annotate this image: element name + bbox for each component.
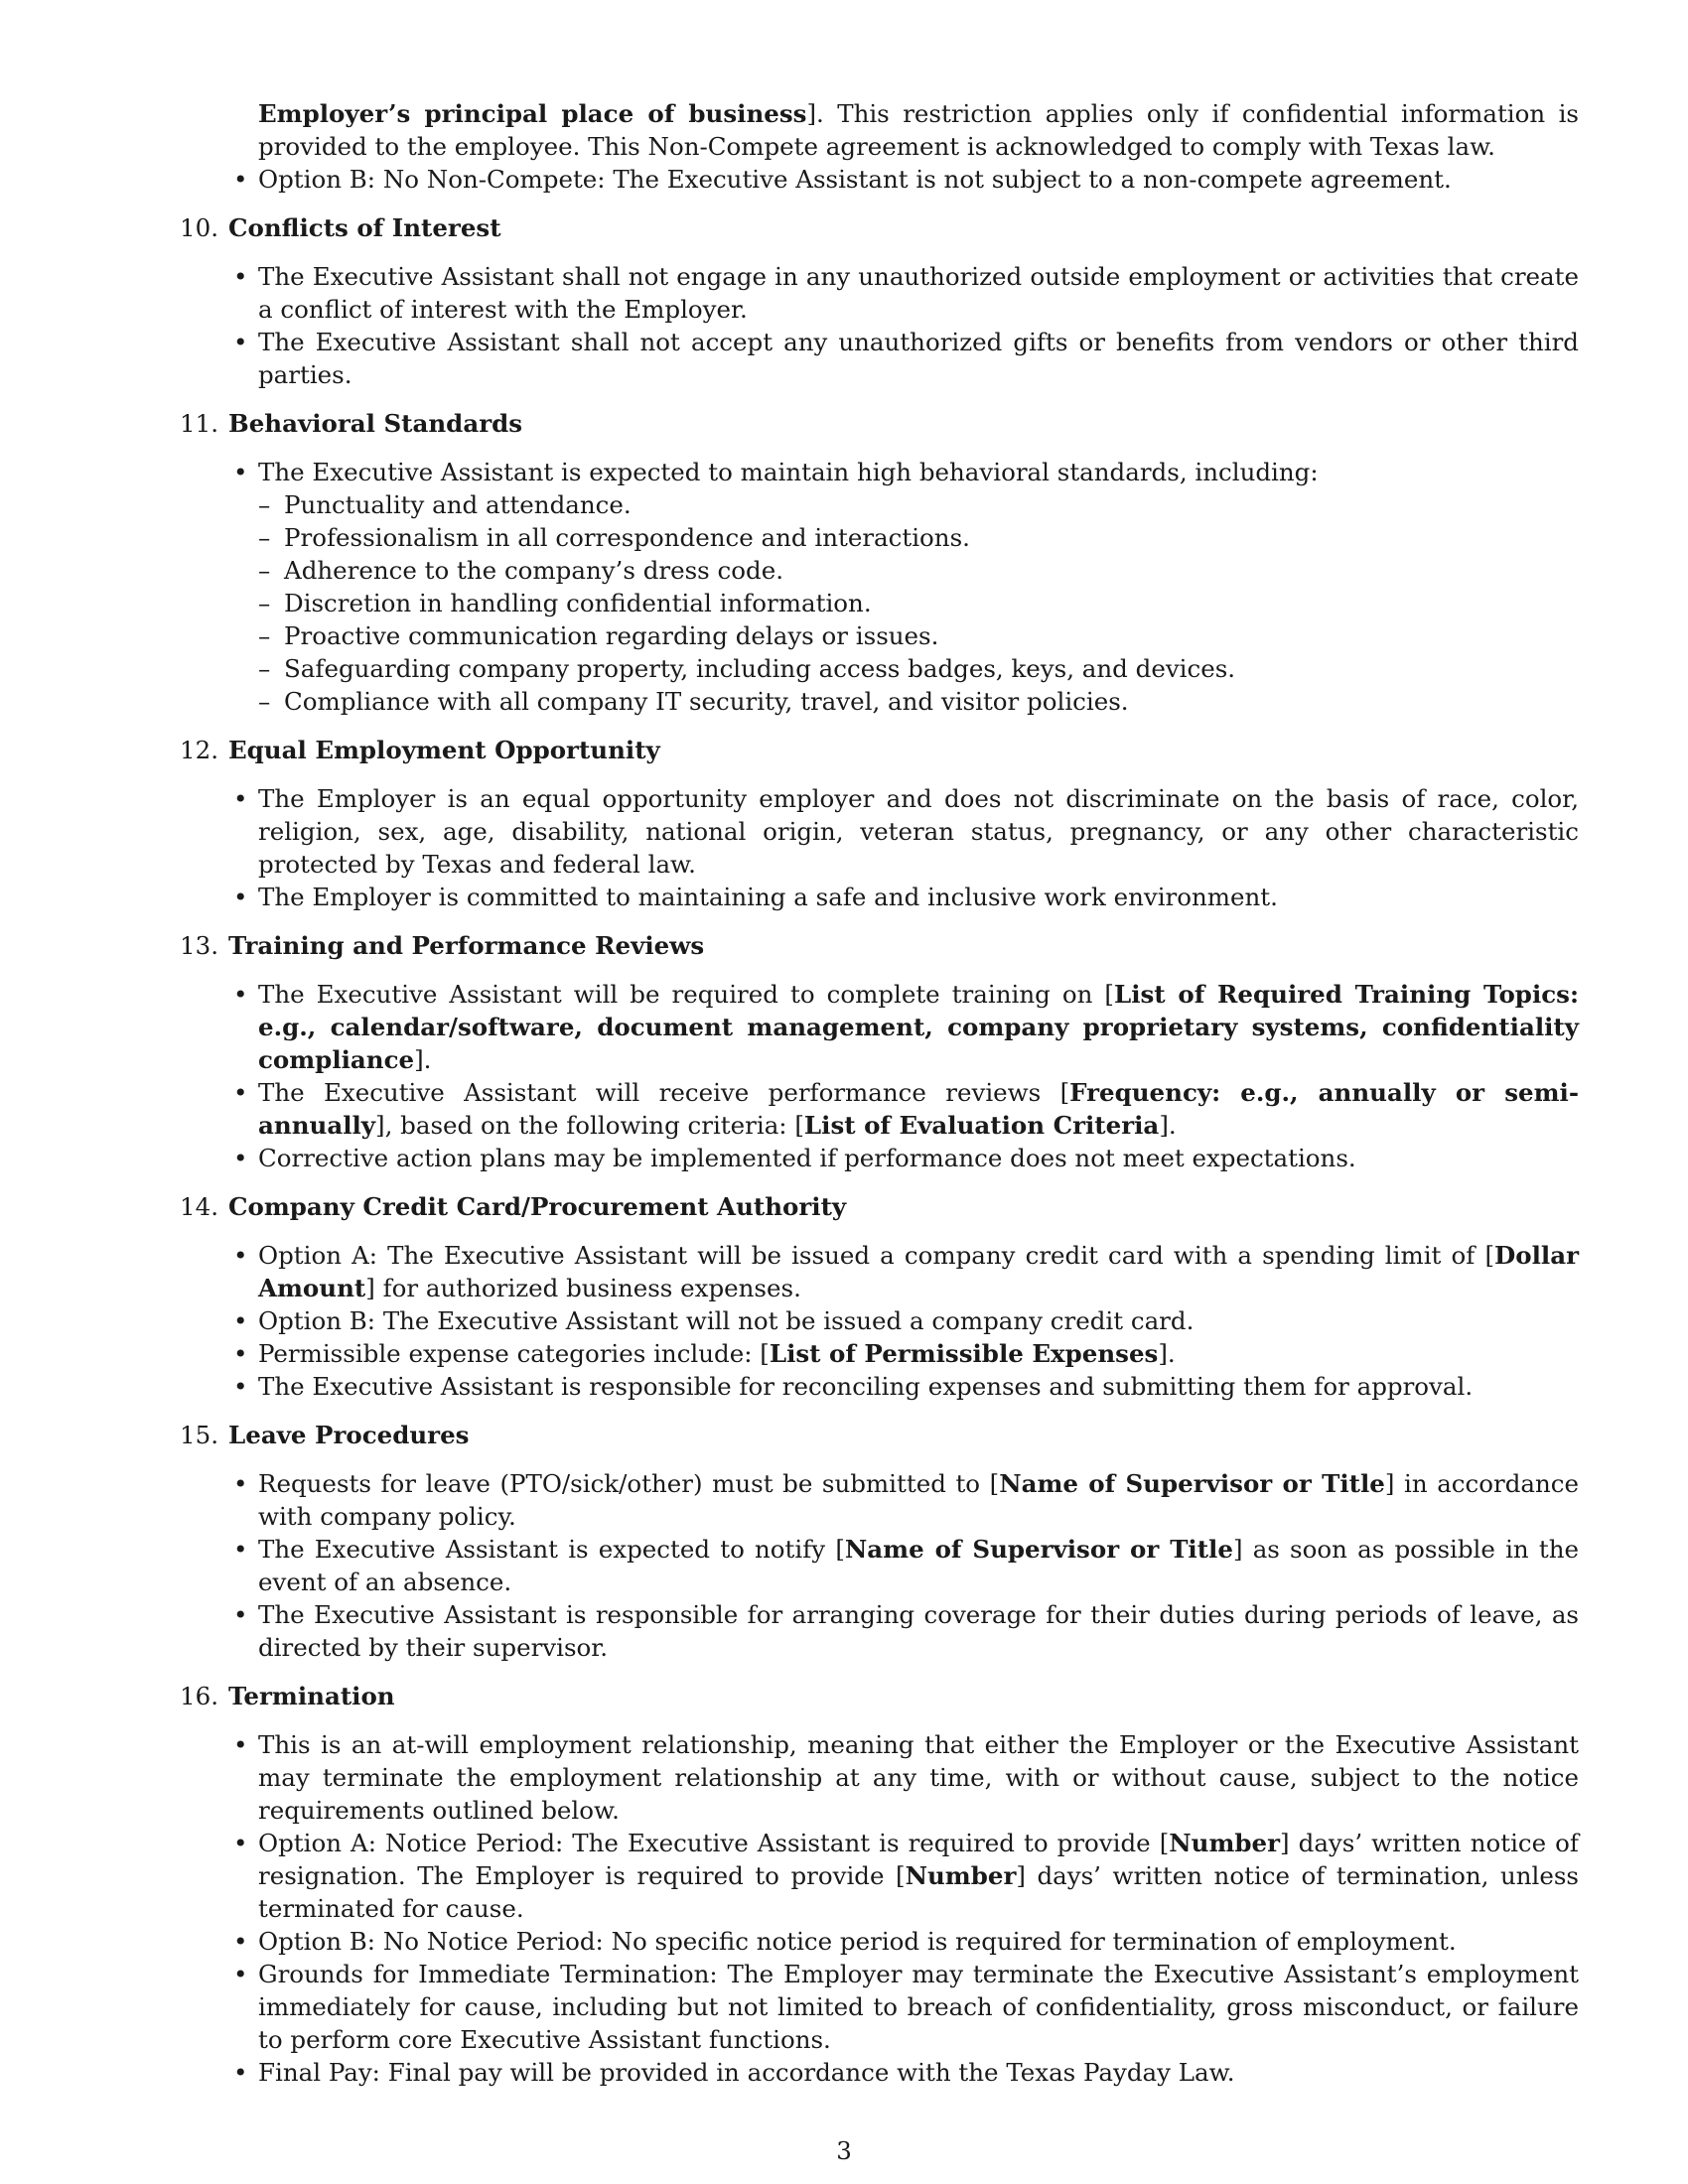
placeholder-training-topics: List of Required Training Topics: e.g., calendar/software, document management, company proprietary systems, confidentiality compliance — [258, 980, 1580, 1074]
section-number: 15. — [180, 1421, 218, 1449]
section-heading — [169, 1680, 1579, 1712]
placeholder-permissible-expenses: List of Permissible Expenses — [769, 1339, 1159, 1368]
list-item-text: ] days’ written notice of resignation. The Employer is required to provide [ — [258, 1829, 1579, 1890]
section-title: Termination — [228, 1682, 395, 1710]
placeholder-dollar-amount: Dollar Amount — [258, 1241, 1579, 1302]
section-11-bullets — [169, 456, 1579, 718]
section-16-bullets — [169, 1728, 1579, 2089]
behavioral-standards-sublist — [258, 488, 1579, 718]
sub-list-item: – Discretion in handling confidential information. — [258, 587, 1579, 619]
section-number: 11. — [180, 409, 218, 438]
list-item: • The Executive Assistant shall not engage in any unauthorized outside employment or activities that create a conflict of interest with the Employer. — [228, 260, 1579, 326]
placeholder-supervisor: Name of Supervisor or Title — [844, 1535, 1233, 1564]
list-item-text: ] as soon as possible in the event of an absence. — [258, 1535, 1579, 1596]
section-13 — [169, 929, 1579, 1174]
list-item-text: Option A: Notice Period: The Executive Assistant is required to provide [ — [258, 1829, 1170, 1857]
section-9-continuation — [169, 97, 1579, 196]
list-item: • The Employer is an equal opportunity employer and does not discriminate on the basis of race, color, religion, sex, age, disability, national origin, veteran status, pregnancy, or any other characteristic protected by Texas and federal law. — [228, 782, 1579, 881]
sub-list-item: – Compliance with all company IT security, travel, and visitor policies. — [258, 685, 1579, 718]
section-title: Company Credit Card/Procurement Authority — [228, 1192, 847, 1221]
list-item-text: The Executive Assistant is expected to notify [ — [258, 1535, 845, 1564]
list-item-text: ] days’ written notice of termination, unless terminated for cause. — [258, 1861, 1580, 1923]
section-9-bullets — [228, 163, 1579, 196]
list-item-text: ] for authorized business expenses. — [365, 1274, 801, 1302]
section-heading — [169, 407, 1579, 440]
sub-list-item: – Adherence to the company’s dress code. — [258, 554, 1579, 587]
list-item: • Option B: The Executive Assistant will not be issued a company credit card. — [228, 1304, 1579, 1337]
list-item: • The Executive Assistant is responsible for reconciling expenses and submitting them for approval. — [228, 1370, 1579, 1403]
section-10-bullets — [169, 260, 1579, 391]
list-item-text: ]. — [1159, 1111, 1177, 1140]
list-item: • This is an at-will employment relationship, meaning that either the Employer or the Executive Assistant may terminate the employment relationship at any time, with or without cause, subject to the notice requirements outlined below. — [228, 1728, 1579, 1827]
sub-list-item: – Proactive communication regarding delays or issues. — [258, 619, 1579, 652]
section-12 — [169, 734, 1579, 913]
list-item: • The Executive Assistant shall not accept any unauthorized gifts or benefits from vendors or other third parties. — [228, 326, 1579, 391]
sub-list-item: – Punctuality and attendance. — [258, 488, 1579, 521]
list-item: • The Employer is committed to maintaining a safe and inclusive work environment. — [228, 881, 1579, 913]
list-item: • Grounds for Immediate Termination: The Employer may terminate the Executive Assistant’s employment immediately for cause, including but not limited to breach of confidentiality, gross misconduct, or failure to perform core Executive Assistant functions. — [228, 1958, 1579, 2056]
section-title: Leave Procedures — [228, 1421, 470, 1449]
list-item — [228, 1533, 1579, 1598]
page-number: 3 — [836, 2136, 852, 2165]
list-item — [228, 1827, 1579, 1925]
section-heading — [169, 929, 1579, 962]
list-item: • The Executive Assistant is responsible for arranging coverage for their duties during periods of leave, as directed by their supervisor. — [228, 1598, 1579, 1664]
section-10 — [169, 211, 1579, 391]
list-item-text: The Executive Assistant will receive performance reviews [ — [258, 1078, 1070, 1107]
section-number: 16. — [180, 1682, 218, 1710]
section-heading — [169, 211, 1579, 244]
section-12-bullets — [169, 782, 1579, 913]
section-heading — [169, 1419, 1579, 1451]
section-number: 12. — [180, 736, 218, 764]
list-item: • Option B: No Non-Compete: The Executive Assistant is not subject to a non-compete agreement. — [228, 163, 1579, 196]
section-13-bullets — [169, 978, 1579, 1174]
list-item-text: The Executive Assistant is expected to maintain high behavioral standards, including: — [258, 458, 1319, 486]
section-heading — [169, 1190, 1579, 1223]
list-item-text: Option A: The Executive Assistant will be issued a company credit card with a spending limit of [ — [258, 1241, 1495, 1270]
section-14-bullets — [169, 1239, 1579, 1403]
placeholder-principal-place: Employer’s principal place of business — [258, 99, 807, 128]
placeholder-supervisor: Name of Supervisor or Title — [999, 1469, 1385, 1498]
list-item — [228, 978, 1579, 1076]
list-item-text: The Executive Assistant will be required to complete training on [ — [258, 980, 1114, 1009]
list-item: • Option B: No Notice Period: No specific notice period is required for termination of employment. — [228, 1925, 1579, 1958]
section-11 — [169, 407, 1579, 718]
section-title: Equal Employment Opportunity — [228, 736, 660, 764]
section-15 — [169, 1419, 1579, 1664]
section-number: 10. — [180, 213, 218, 242]
section-title: Training and Performance Reviews — [228, 931, 705, 960]
placeholder-number: Number — [1169, 1829, 1281, 1857]
section-heading — [169, 734, 1579, 766]
placeholder-number: Number — [905, 1861, 1017, 1890]
option-a-continuation — [228, 97, 1579, 163]
placeholder-evaluation-criteria: List of Evaluation Criteria — [803, 1111, 1160, 1140]
section-14 — [169, 1190, 1579, 1403]
sub-list-item: – Professionalism in all correspondence and interactions. — [258, 521, 1579, 554]
list-item — [228, 1467, 1579, 1533]
list-item — [228, 1239, 1579, 1304]
list-item-text: Requests for leave (PTO/sick/other) must be submitted to [ — [258, 1469, 1000, 1498]
list-item: • Final Pay: Final pay will be provided in accordance with the Texas Payday Law. — [228, 2056, 1579, 2089]
section-16 — [169, 1680, 1579, 2089]
section-15-bullets — [169, 1467, 1579, 1664]
section-title: Behavioral Standards — [228, 409, 523, 438]
list-item: • Corrective action plans may be implemented if performance does not meet expectations. — [228, 1142, 1579, 1174]
continuation-text: ]. This restriction applies only if confidential information is provided to the employee. This Non-Compete agreement is acknowledged to comply with Texas law. — [258, 99, 1579, 161]
list-item-text: Permissible expense categories include: [ — [258, 1339, 770, 1368]
sub-list-item: – Safeguarding company property, including access badges, keys, and devices. — [258, 652, 1579, 685]
list-item-text: ], based on the following criteria: [ — [375, 1111, 804, 1140]
list-item — [228, 1337, 1579, 1370]
section-title: Conflicts of Interest — [228, 213, 501, 242]
placeholder-frequency: Frequency: e.g., annually or semi-annually — [258, 1078, 1579, 1140]
section-number: 13. — [180, 931, 218, 960]
list-item — [228, 1076, 1579, 1142]
list-item — [228, 456, 1579, 718]
list-item-text: ]. — [414, 1045, 432, 1074]
document-body — [169, 97, 1579, 2089]
list-item-text: ] in accordance with company policy. — [258, 1469, 1579, 1531]
section-number: 14. — [180, 1192, 218, 1221]
list-item-text: ]. — [1158, 1339, 1176, 1368]
